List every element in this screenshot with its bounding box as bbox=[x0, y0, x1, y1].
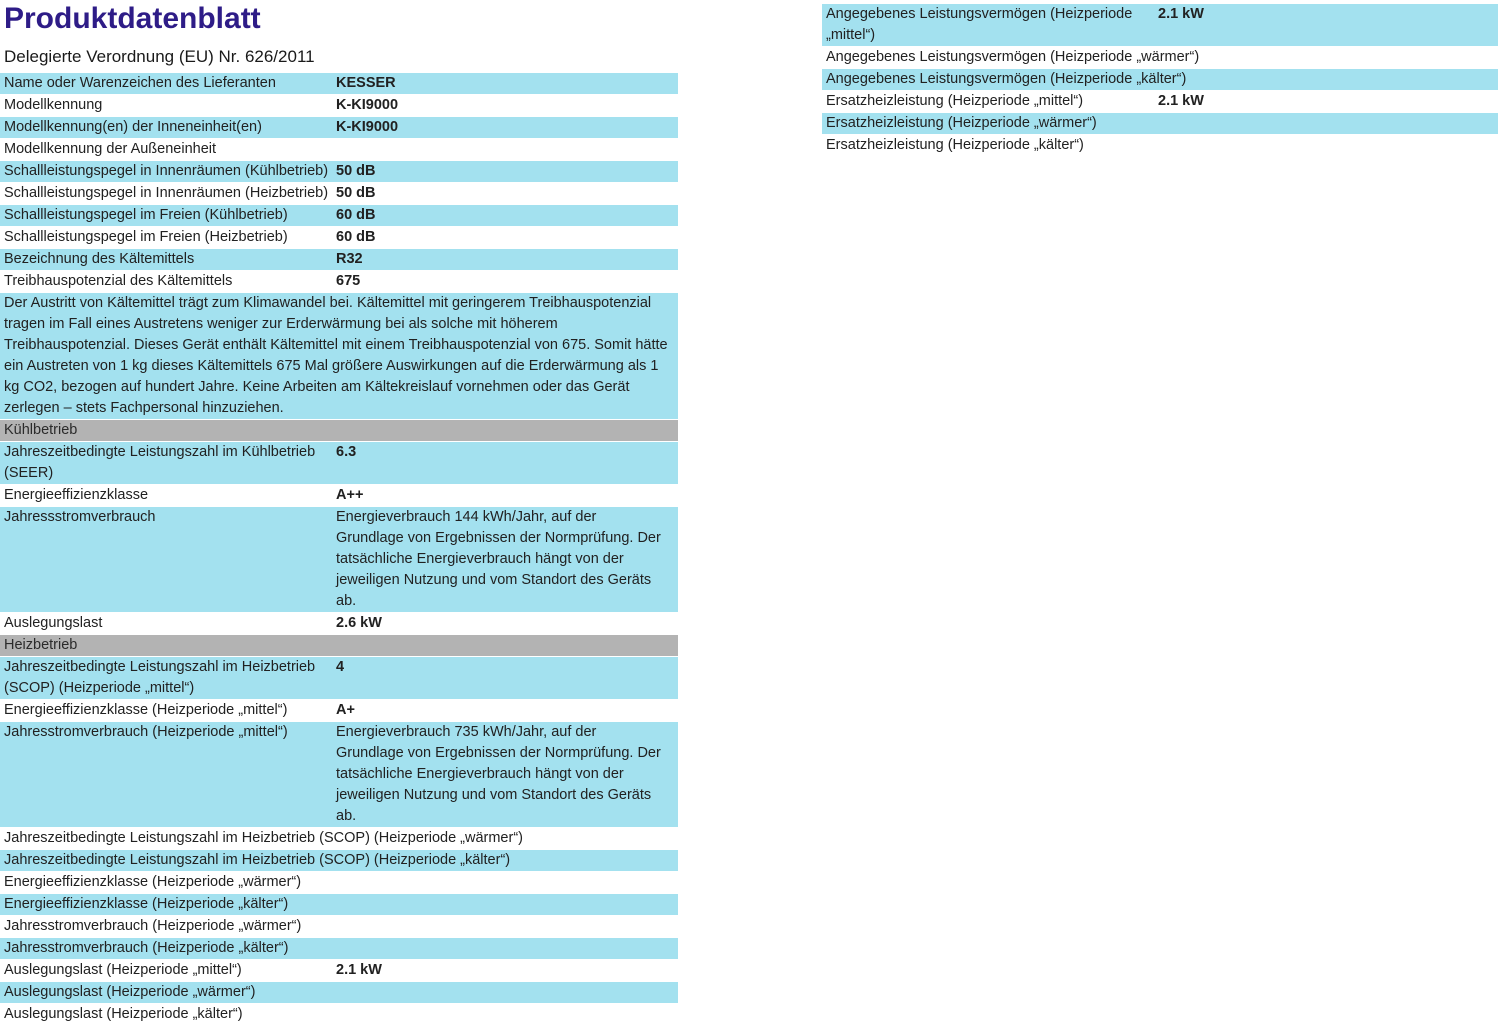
row-value: KESSER bbox=[336, 75, 396, 91]
table-row bbox=[822, 4, 1498, 47]
row-label: Schallleistungspegel im Freien (Heizbetrieb) bbox=[4, 229, 288, 245]
row-label: Jahresstromverbrauch (Heizperiode „mittel“) bbox=[4, 724, 288, 740]
table-row bbox=[0, 507, 678, 613]
table-row bbox=[822, 91, 1498, 113]
table-row bbox=[0, 205, 678, 227]
section-header bbox=[0, 420, 678, 442]
row-label: Jahreszeitbedingte Leistungszahl im Heizbetrieb (SCOP) (Heizperiode „wärmer“) bbox=[4, 830, 523, 846]
regulation-subtitle: Delegierte Verordnung (EU) Nr. 626/2011 bbox=[4, 47, 315, 66]
row-value: 60 dB bbox=[336, 207, 376, 223]
row-value: 60 dB bbox=[336, 229, 376, 245]
row-label: Ersatzheizleistung (Heizperiode „mittel“) bbox=[826, 93, 1084, 109]
row-value: A++ bbox=[336, 487, 364, 503]
table-row bbox=[0, 485, 678, 507]
row-label: Name oder Warenzeichen des Lieferanten bbox=[4, 75, 276, 91]
product-data-table-right bbox=[822, 4, 1498, 157]
table-row bbox=[0, 73, 678, 95]
row-label: Angegebenes Leistungsvermögen (Heizperiode „wärmer“) bbox=[826, 49, 1200, 65]
row-label: Jahressstromverbrauch bbox=[4, 509, 156, 525]
product-data-table-left bbox=[0, 73, 678, 1026]
table-row bbox=[0, 271, 678, 293]
row-label: Auslegungslast (Heizperiode „mittel“) bbox=[4, 962, 242, 978]
table-row bbox=[0, 613, 678, 635]
row-value: K-KI9000 bbox=[336, 97, 399, 113]
row-label: Auslegungslast bbox=[4, 615, 103, 631]
row-value: Energieverbrauch 144 kWh/Jahr, auf der Grundlage von Ergebnissen der Normprüfung. Der tatsächliche Energieverbrauch hängt von der jeweiligen Nutzung und vom Standort des Geräts ab. bbox=[336, 509, 661, 609]
row-label: Schallleistungspegel im Freien (Kühlbetrieb) bbox=[4, 207, 288, 223]
table-row bbox=[822, 47, 1498, 69]
table-row bbox=[0, 442, 678, 485]
row-label: Energieeffizienzklasse (Heizperiode „wärmer“) bbox=[4, 874, 302, 890]
row-label: Ersatzheizleistung (Heizperiode „wärmer“) bbox=[826, 115, 1097, 131]
refrigerant-info-paragraph: Der Austritt von Kältemittel trägt zum Klimawandel bei. Kältemittel mit geringerem Treibhauspotenzial tragen im Fall eines Austretens weniger zur Erderwärmung bei als solche mit höherem Treibhauspotenzial. Dieses Gerät enthält Kältemittel mit einem Treibhauspotenzial von 675. Somit hätte ein Austreten von 1 kg dieses Kältemittels 675 Mal größere Auswirkungen auf die Erderwärmung als 1 kg CO2, bezogen auf hundert Jahre. Keine Arbeiten am Kältekreislauf vornehmen oder das Gerät zerlegen – stets Fachpersonal hinzuziehen. bbox=[0, 293, 678, 420]
page-title: Produktdatenblatt bbox=[4, 2, 261, 35]
right-column bbox=[822, 4, 1498, 157]
table-row bbox=[822, 113, 1498, 135]
table-row bbox=[0, 850, 678, 872]
row-value: 2.1 kW bbox=[1158, 93, 1204, 109]
row-label: Ersatzheizleistung (Heizperiode „kälter“) bbox=[826, 137, 1084, 153]
table-row bbox=[0, 960, 678, 982]
table-row bbox=[0, 938, 678, 960]
row-value: K-KI9000 bbox=[336, 119, 399, 135]
table-row bbox=[822, 135, 1498, 157]
row-value: 6.3 bbox=[336, 444, 357, 460]
left-column bbox=[0, 0, 678, 1026]
table-row bbox=[0, 117, 678, 139]
table-row bbox=[0, 139, 678, 161]
row-label: Jahresstromverbrauch (Heizperiode „kälter“) bbox=[4, 940, 289, 956]
table-row bbox=[0, 183, 678, 205]
row-label: Schallleistungspegel in Innenräumen (Heizbetrieb) bbox=[4, 185, 329, 201]
row-label: Angegebenes Leistungsvermögen (Heizperiode „mittel“) bbox=[826, 6, 1133, 43]
row-label: Jahresstromverbrauch (Heizperiode „wärmer“) bbox=[4, 918, 302, 934]
row-label: Auslegungslast (Heizperiode „wärmer“) bbox=[4, 984, 256, 1000]
table-row bbox=[0, 249, 678, 271]
row-label: Auslegungslast (Heizperiode „kälter“) bbox=[4, 1006, 243, 1022]
row-label: Jahreszeitbedingte Leistungszahl im Heizbetrieb (SCOP) (Heizperiode „mittel“) bbox=[4, 659, 316, 696]
section-title: Kühlbetrieb bbox=[4, 422, 78, 438]
row-label: Energieeffizienzklasse (Heizperiode „kälter“) bbox=[4, 896, 289, 912]
section-title: Heizbetrieb bbox=[4, 637, 78, 653]
row-value: 2.6 kW bbox=[336, 615, 382, 631]
row-label: Jahreszeitbedingte Leistungszahl im Kühlbetrieb (SEER) bbox=[4, 444, 316, 481]
table-row bbox=[0, 722, 678, 828]
table-row bbox=[0, 95, 678, 117]
row-label: Schallleistungspegel in Innenräumen (Kühlbetrieb) bbox=[4, 163, 329, 179]
row-value: 675 bbox=[336, 273, 361, 289]
row-value: 50 dB bbox=[336, 163, 376, 179]
row-label: Bezeichnung des Kältemittels bbox=[4, 251, 195, 267]
row-value: Energieverbrauch 735 kWh/Jahr, auf der Grundlage von Ergebnissen der Normprüfung. Der tatsächliche Energieverbrauch hängt von der jeweiligen Nutzung und vom Standort des Geräts ab. bbox=[336, 724, 661, 824]
table-row bbox=[0, 161, 678, 183]
table-row bbox=[0, 700, 678, 722]
table-row bbox=[0, 657, 678, 700]
row-label: Modellkennung der Außeneinheit bbox=[4, 141, 217, 157]
table-row bbox=[822, 69, 1498, 91]
row-label: Modellkennung bbox=[4, 97, 103, 113]
row-label: Angegebenes Leistungsvermögen (Heizperiode „kälter“) bbox=[826, 71, 1187, 87]
table-row bbox=[0, 916, 678, 938]
row-value: 4 bbox=[336, 659, 345, 675]
table-row bbox=[0, 894, 678, 916]
section-header bbox=[0, 635, 678, 657]
row-label: Energieeffizienzklasse bbox=[4, 487, 149, 503]
row-value: 2.1 kW bbox=[1158, 6, 1204, 22]
row-value: 50 dB bbox=[336, 185, 376, 201]
row-label: Energieeffizienzklasse (Heizperiode „mittel“) bbox=[4, 702, 288, 718]
table-row bbox=[0, 227, 678, 249]
row-value: 2.1 kW bbox=[336, 962, 382, 978]
table-row bbox=[0, 982, 678, 1004]
row-value: R32 bbox=[336, 251, 363, 267]
table-row bbox=[0, 1004, 678, 1026]
table-row bbox=[0, 872, 678, 894]
table-row bbox=[0, 828, 678, 850]
row-label: Jahreszeitbedingte Leistungszahl im Heizbetrieb (SCOP) (Heizperiode „kälter“) bbox=[4, 852, 511, 868]
row-label: Modellkennung(en) der Inneneinheit(en) bbox=[4, 119, 262, 135]
row-value: A+ bbox=[336, 702, 355, 718]
row-label: Treibhauspotenzial des Kältemittels bbox=[4, 273, 233, 289]
